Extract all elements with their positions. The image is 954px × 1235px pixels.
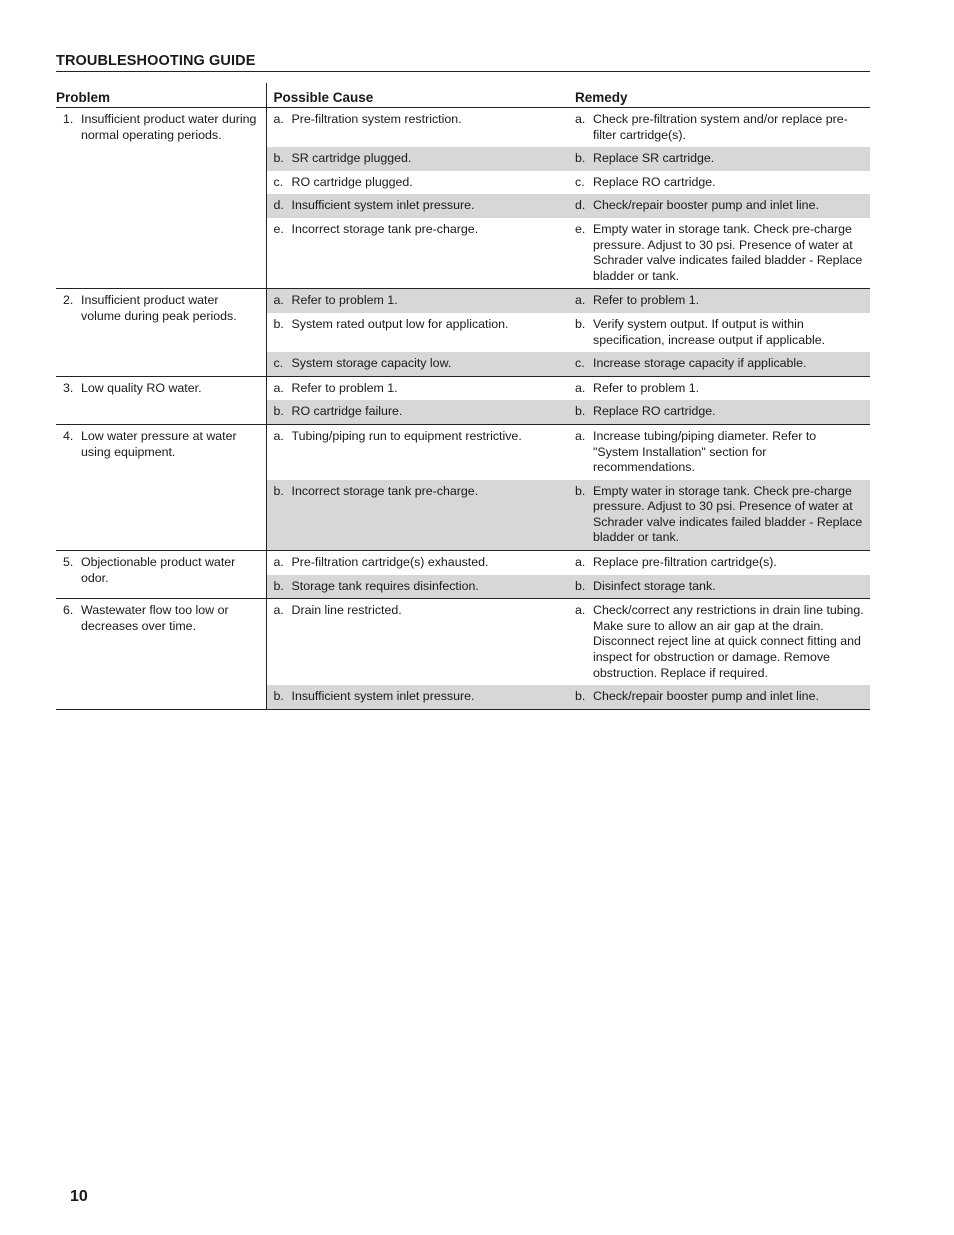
cause-label: b. — [273, 578, 284, 593]
problem-text: Objectionable product water odor. — [81, 555, 236, 585]
cause-label: b. — [273, 151, 284, 166]
remedy-text: Refer to problem 1. — [593, 380, 700, 395]
remedy-text: Check/repair booster pump and inlet line. — [593, 198, 819, 213]
table-row — [56, 289, 870, 313]
cause-text: SR cartridge plugged. — [291, 151, 412, 166]
problem-cell — [56, 424, 266, 550]
cause-item — [274, 356, 562, 372]
table-body — [56, 108, 870, 710]
remedy-cell — [567, 599, 870, 685]
remedy-cell — [567, 147, 870, 171]
remedy-item — [575, 381, 864, 397]
remedy-label: b. — [575, 404, 586, 419]
problem-cell — [56, 551, 266, 599]
problem-text: Insufficient product water volume during peak periods. — [81, 293, 237, 323]
problem-number: 5. — [63, 555, 74, 570]
remedy-text: Refer to problem 1. — [593, 293, 700, 308]
remedy-cell — [567, 289, 870, 313]
problem-text: Wastewater flow too low or decreases over time. — [81, 603, 229, 633]
remedy-label: b. — [575, 483, 586, 498]
header-remedy: Remedy — [567, 83, 870, 108]
table-row — [56, 424, 870, 479]
problem-cell — [56, 599, 266, 710]
remedy-label: a. — [575, 603, 586, 618]
cause-item — [274, 555, 562, 571]
cause-text: Refer to problem 1. — [291, 380, 398, 395]
cause-cell — [266, 599, 567, 685]
problem-number: 6. — [63, 603, 74, 618]
remedy-label: a. — [575, 112, 586, 126]
remedy-cell — [567, 424, 870, 479]
remedy-item — [575, 484, 864, 546]
cause-item — [274, 579, 562, 595]
cause-cell — [266, 147, 567, 171]
cause-cell — [266, 108, 567, 148]
cause-item — [274, 317, 562, 333]
remedy-label: b. — [575, 578, 586, 593]
remedy-label: b. — [575, 151, 586, 166]
cause-cell — [266, 685, 567, 709]
cause-text: Drain line restricted. — [291, 603, 402, 618]
cause-cell — [266, 376, 567, 400]
remedy-text: Replace RO cartridge. — [593, 174, 716, 189]
cause-item — [274, 484, 562, 500]
troubleshooting-table — [56, 83, 870, 710]
remedy-cell — [567, 352, 870, 376]
cause-text: RO cartridge plugged. — [291, 174, 413, 189]
problem-item — [56, 381, 260, 397]
cause-cell — [266, 218, 567, 289]
remedy-cell — [567, 575, 870, 599]
cause-label: a. — [273, 380, 284, 395]
problem-text: Low water pressure at water using equipment. — [81, 428, 237, 459]
remedy-text: Verify system output. If output is within specification, increase output if applicable. — [593, 316, 826, 347]
problem-cell — [56, 289, 266, 376]
remedy-text: Increase tubing/piping diameter. Refer to "System Installation" section for recommendations. — [593, 428, 817, 475]
problem-number: 4. — [63, 428, 74, 443]
remedy-label: a. — [575, 293, 586, 308]
problem-number: 2. — [63, 293, 74, 308]
page-number: 10 — [70, 1188, 88, 1205]
remedy-label: a. — [575, 428, 586, 443]
remedy-item — [575, 112, 864, 143]
cause-text: Storage tank requires disinfection. — [291, 578, 479, 593]
cause-text: System rated output low for application. — [291, 316, 509, 331]
cause-text: Tubing/piping run to equipment restrictive. — [291, 428, 522, 443]
cause-item — [274, 603, 562, 619]
cause-label: a. — [273, 555, 284, 570]
cause-text: System storage capacity low. — [291, 356, 452, 371]
remedy-item — [575, 151, 864, 167]
remedy-cell — [567, 313, 870, 352]
remedy-item — [575, 175, 864, 191]
remedy-item — [575, 689, 864, 705]
header-possible-cause: Possible Cause — [266, 83, 567, 108]
problem-number: 1. — [63, 112, 74, 126]
remedy-item — [575, 293, 864, 309]
remedy-label: d. — [575, 198, 586, 213]
table-header-row — [56, 83, 870, 108]
cause-item — [274, 381, 562, 397]
cause-text: Incorrect storage tank pre-charge. — [291, 221, 479, 236]
remedy-text: Check/repair booster pump and inlet line. — [593, 689, 819, 704]
remedy-label: a. — [575, 380, 586, 395]
table-row — [56, 376, 870, 400]
cause-item — [274, 222, 562, 238]
cause-label: a. — [273, 428, 284, 443]
remedy-item — [575, 555, 864, 571]
remedy-item — [575, 429, 864, 476]
problem-item — [56, 429, 260, 460]
remedy-cell — [567, 171, 870, 195]
cause-item — [274, 429, 562, 445]
remedy-cell — [567, 685, 870, 709]
remedy-label: c. — [575, 174, 585, 189]
cause-text: Incorrect storage tank pre-charge. — [291, 483, 479, 498]
cause-text: Pre-filtration cartridge(s) exhausted. — [291, 555, 489, 570]
remedy-text: Increase storage capacity if applicable. — [593, 356, 807, 371]
problem-text: Low quality RO water. — [81, 380, 202, 395]
cause-text: Insufficient system inlet pressure. — [291, 198, 475, 213]
cause-label: a. — [273, 112, 284, 126]
cause-text: Refer to problem 1. — [291, 293, 398, 308]
remedy-cell — [567, 376, 870, 400]
cause-item — [274, 151, 562, 167]
remedy-label: a. — [575, 555, 586, 570]
cause-label: a. — [273, 603, 284, 618]
remedy-label: e. — [575, 221, 586, 236]
cause-label: b. — [273, 689, 284, 704]
remedy-item — [575, 222, 864, 284]
cause-text: Insufficient system inlet pressure. — [291, 689, 475, 704]
remedy-item — [575, 404, 864, 420]
remedy-cell — [567, 194, 870, 218]
cause-cell — [266, 551, 567, 575]
cause-item — [274, 175, 562, 191]
remedy-label: c. — [575, 356, 585, 371]
table-row — [56, 108, 870, 148]
cause-cell — [266, 194, 567, 218]
remedy-text: Replace pre-filtration cartridge(s). — [593, 555, 777, 570]
cause-cell — [266, 575, 567, 599]
problem-item — [56, 555, 260, 586]
cause-cell — [266, 352, 567, 376]
cause-cell — [266, 313, 567, 352]
table-row — [56, 551, 870, 575]
cause-label: b. — [273, 316, 284, 331]
cause-cell — [266, 480, 567, 551]
remedy-cell — [567, 551, 870, 575]
cause-item — [274, 112, 562, 128]
remedy-text: Replace RO cartridge. — [593, 404, 716, 419]
problem-cell — [56, 376, 266, 424]
cause-cell — [266, 289, 567, 313]
cause-label: a. — [273, 293, 284, 308]
remedy-item — [575, 198, 864, 214]
cause-label: c. — [273, 174, 284, 189]
remedy-item — [575, 579, 864, 595]
remedy-label: b. — [575, 689, 586, 704]
problem-item — [56, 293, 260, 324]
cause-item — [274, 198, 562, 214]
cause-label: e. — [273, 221, 284, 236]
cause-item — [274, 404, 562, 420]
cause-cell — [266, 171, 567, 195]
cause-label: d. — [273, 198, 284, 213]
remedy-text: Empty water in storage tank. Check pre-charge pressure. Adjust to 30 psi. Presence of water at Schrader valve indicates failed bladder - Replace bladder or tank. — [593, 221, 863, 283]
problem-text: Insufficient product water during normal operating periods. — [81, 112, 257, 142]
problem-item — [56, 112, 260, 143]
cause-label: c. — [273, 356, 284, 371]
cause-label: b. — [273, 404, 284, 419]
remedy-cell — [567, 108, 870, 148]
remedy-text: Check pre-filtration system and/or replace pre-filter cartridge(s). — [593, 112, 848, 142]
cause-text: Pre-filtration system restriction. — [291, 112, 462, 126]
cause-text: RO cartridge failure. — [291, 404, 403, 419]
remedy-text: Check/correct any restrictions in drain line tubing. Make sure to allow an air gap at the drain. Disconnect reject line at quick connect fitting and inspect for obstruction or damage. Remove obstruction. Replace if required. — [593, 603, 864, 680]
remedy-text: Replace SR cartridge. — [593, 151, 715, 166]
remedy-label: b. — [575, 316, 586, 331]
problem-number: 3. — [63, 380, 74, 395]
cause-item — [274, 293, 562, 309]
remedy-text: Empty water in storage tank. Check pre-charge pressure. Adjust to 30 psi. Presence of water at Schrader valve indicates failed bladder - Replace bladder or tank. — [593, 483, 863, 545]
page-title: TROUBLESHOOTING GUIDE — [56, 53, 870, 72]
table-row — [56, 599, 870, 685]
header-problem: Problem — [56, 83, 266, 108]
cause-cell — [266, 400, 567, 424]
cause-label: b. — [273, 483, 284, 498]
cause-cell — [266, 424, 567, 479]
cause-item — [274, 689, 562, 705]
remedy-item — [575, 317, 864, 348]
remedy-cell — [567, 218, 870, 289]
remedy-item — [575, 356, 864, 372]
remedy-text: Disinfect storage tank. — [593, 578, 716, 593]
remedy-cell — [567, 400, 870, 424]
remedy-item — [575, 603, 864, 681]
problem-cell — [56, 108, 266, 289]
problem-item — [56, 603, 260, 634]
remedy-cell — [567, 480, 870, 551]
